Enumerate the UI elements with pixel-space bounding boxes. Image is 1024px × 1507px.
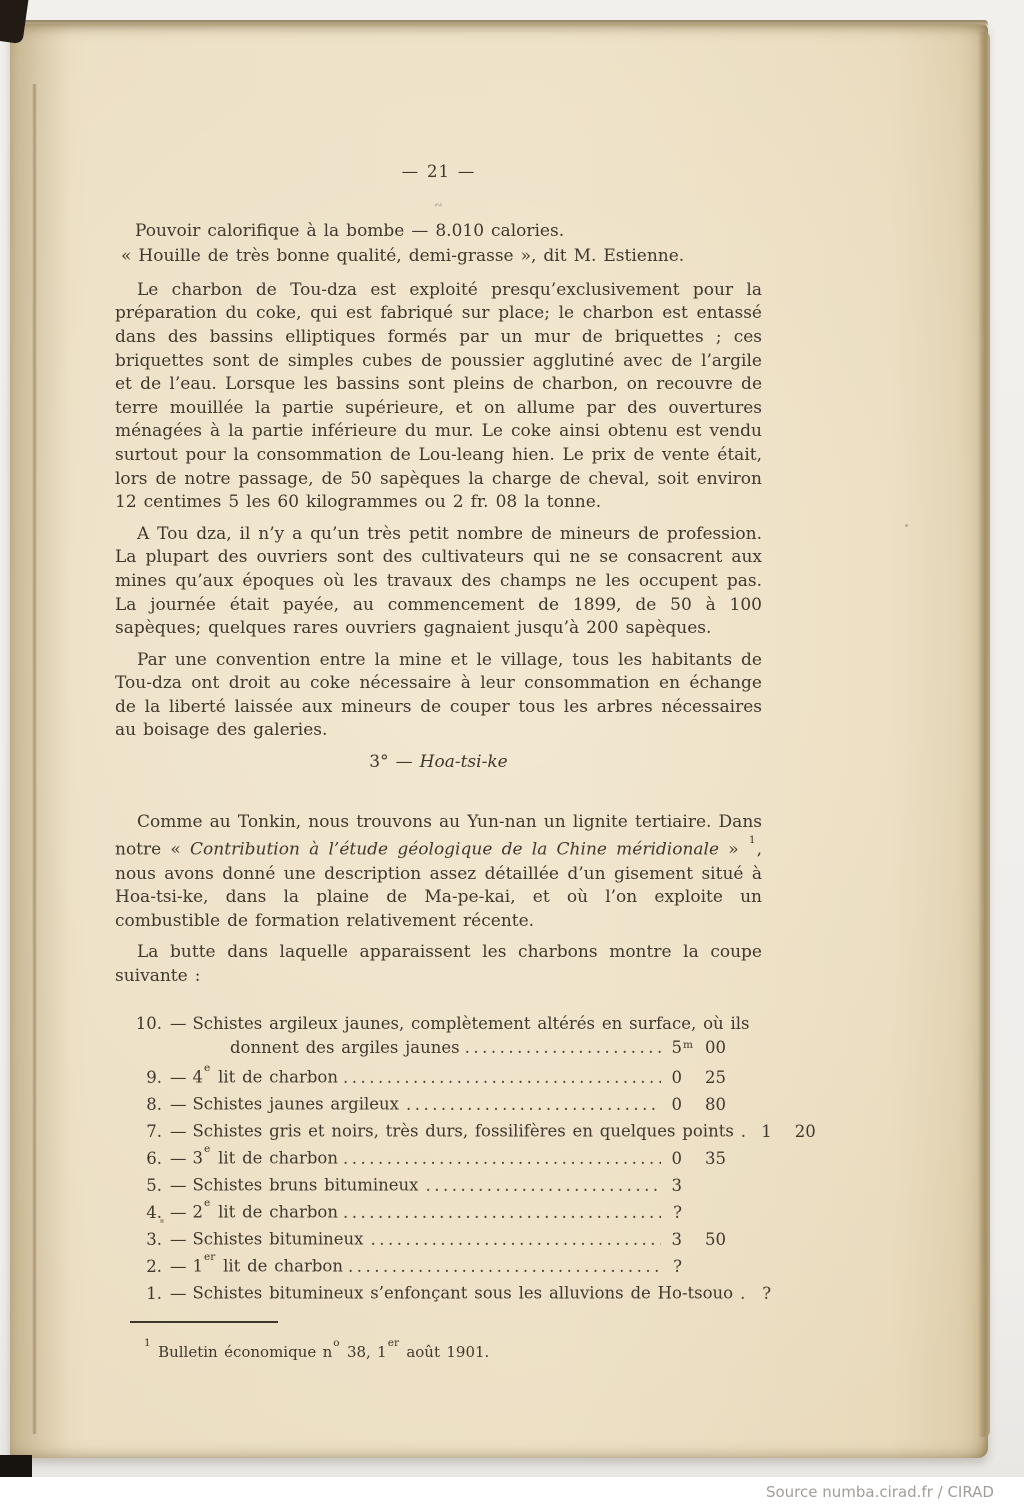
footnote-text: Bulletin économique n <box>158 1343 333 1362</box>
coupe-row <box>130 1251 726 1278</box>
footnote-superscript: er <box>387 1337 399 1350</box>
coupe-row <box>130 1116 816 1143</box>
layer-label: Schistes bitumineux s’enfonçant sous les alluvions de Ho-tsouo <box>192 1283 734 1303</box>
gutter-shadow <box>10 24 70 1458</box>
dot-leader <box>343 1147 661 1171</box>
section-heading <box>115 751 762 775</box>
coupe-row <box>130 1062 726 1089</box>
dot-leader <box>343 1201 661 1225</box>
paragraph-tonkin-text: » <box>719 839 748 860</box>
thickness-value: ? <box>762 1283 772 1303</box>
layer-number: 3. <box>146 1229 162 1249</box>
thickness-value: 1 20 <box>761 1121 816 1141</box>
dot-leader <box>343 1066 661 1090</box>
coupe-row <box>130 1197 726 1224</box>
layer-number: 5. <box>146 1175 162 1195</box>
layer-label: donnent des argiles jaunes <box>230 1037 460 1057</box>
paragraph-convention: Par une convention entre la mine et le village, tous les habitants de Tou-dza ont droit au coke nécessaire à leur consommation en échange de la liberté laissée aux mineurs de couper tous les arbres nécessaires au boisage des galeries. <box>115 649 762 741</box>
thickness-value: 5 $^m$ 00 <box>666 1036 726 1063</box>
layer-label: 3e lit de charbon <box>192 1143 338 1168</box>
paragraph-calorific: Pouvoir calorifique à la bombe — 8.010 calories. <box>135 220 565 241</box>
dot-leader <box>348 1255 661 1279</box>
gutter-crease <box>32 84 37 1434</box>
paragraph-tonkin <box>115 811 762 934</box>
layer-number: 8. <box>146 1094 162 1114</box>
footnote-text: août 1901. <box>399 1343 490 1362</box>
dash: — <box>170 1175 187 1195</box>
paragraph-tonkin-text: Comme au Tonkin, nous trouvons au Yun-nan un lignite tertiaire. Dans notre « <box>115 811 762 860</box>
dot-leader <box>406 1093 661 1117</box>
footnote-text: 38, 1 <box>340 1343 387 1362</box>
dash: — <box>170 1014 187 1034</box>
layer-number: 10. <box>135 1014 162 1034</box>
unit-superscript: m <box>683 1038 693 1051</box>
section-number: 3° <box>369 752 389 773</box>
thickness-value: 0 80 <box>671 1094 726 1114</box>
paragraph-coke: Le charbon de Tou-dza est exploité presqu’exclusivement pour la préparation du coke, qui est fabriqué sur place; le charbon est entassé dans des bassins elliptiques formés par un mur de briquettes ; ces briquettes sont de simples cubes de poussier agglutiné avec de l’argile et de l’eau. Lorsque les bassins sont pleins de charbon, on recouvre de terre mouillée la partie supérieure, et on allume par des ouvertures ménagées à la partie inférieure du mur. Le coke ainsi obtenu est vendu surtout pour la consommation de Lou-leang hien. Le prix de vente était, lors de notre passage, de 50 sapèques la charge de cheval, soit environ 12 centimes 5 les 60 kilogrammes ou 2 fr. 08 la tonne. <box>115 279 762 513</box>
dot-leader <box>740 1282 750 1306</box>
coupe-row <box>130 1278 772 1305</box>
dot-leader <box>741 1120 751 1144</box>
footnote-marker: 1 <box>144 1337 151 1350</box>
layer-label: Schistes gris et noirs, très durs, fossilifères en quelques points <box>192 1121 734 1141</box>
dot-leader <box>370 1228 661 1252</box>
layer-label: 4e lit de charbon <box>192 1062 338 1087</box>
footnote <box>143 1337 762 1365</box>
paragraph-miners: A Tou dza, il n’y a qu’un très petit nombre de mineurs de profession. La plupart des ouvriers sont des cultivateurs qui ne se consacrent aux mines qu’aux époques où les travaux des champs ne les occupent pas. La journée était payée, au commencement de 1899, de 50 à 100 sapèques; quelques rares ouvriers gagnaient jusqu’à 200 sapèques. <box>115 523 762 639</box>
layer-number: 7. <box>146 1121 162 1141</box>
layer-label: 2e lit de charbon <box>192 1197 338 1222</box>
coupe-row-continuation <box>130 1036 726 1063</box>
thickness-value: 3 50 <box>671 1229 726 1249</box>
dash: — <box>170 1202 187 1222</box>
layer-label: 1er lit de charbon <box>192 1251 343 1276</box>
thickness-value: ? <box>673 1202 682 1222</box>
source-bar <box>0 1477 1024 1507</box>
thickness-value: ? <box>673 1256 682 1276</box>
footnote-reference: 1 <box>748 834 756 847</box>
dot-leader <box>465 1036 661 1060</box>
dash: — <box>170 1229 187 1249</box>
layer-number: 2. <box>146 1256 162 1276</box>
layer-label: Schistes jaunes argileux <box>192 1094 399 1114</box>
thickness-value: 0 25 <box>671 1067 726 1087</box>
paragraph-coupe-intro: La butte dans laquelle apparaissent les charbons montre la coupe suivante : <box>115 942 762 986</box>
paragraph-tonkin-text: , nous avons donné une description assez détaillée d’un gisement situé à Hoa-tsi-ke, dans la plaine de Ma-pe-kai, et où l’on exploite un combustible de formation relativement récente. <box>115 839 762 931</box>
thickness-value: 0 35 <box>671 1148 726 1168</box>
dash: — <box>170 1148 187 1168</box>
layer-number: 4. <box>146 1202 162 1222</box>
paragraph-quote: « Houille de très bonne qualité, demi-grasse », dit M. Estienne. <box>121 246 685 267</box>
thickness-value: 3 <box>671 1175 682 1195</box>
dot-leader <box>425 1174 661 1198</box>
layer-label: Schistes argileux jaunes, complètement altérés en surface, où ils <box>192 1014 750 1034</box>
page-right-edge <box>978 32 990 1437</box>
coupe-row <box>130 1224 726 1251</box>
coupe-row <box>130 1012 750 1036</box>
footnote-superscript: o <box>333 1337 340 1350</box>
dash: — <box>170 1256 187 1276</box>
layer-label: Schistes bruns bitumineux <box>192 1175 419 1195</box>
dash: — <box>170 1067 187 1087</box>
coupe-row <box>130 1089 726 1116</box>
dash: — <box>170 1121 187 1141</box>
paper-speck <box>905 524 908 527</box>
book-page <box>10 24 988 1458</box>
print-artifact: ∾ <box>434 199 443 211</box>
coupe-row <box>130 1170 726 1197</box>
page-number: — 21 — <box>401 162 476 181</box>
footnote-rule <box>130 1321 278 1323</box>
text-block <box>115 160 816 1365</box>
layer-number: 9. <box>146 1067 162 1087</box>
dash: — <box>170 1283 187 1303</box>
coupe-table <box>130 1012 816 1305</box>
section-dash: — <box>395 752 413 773</box>
section-title: Hoa-tsi-ke <box>419 752 508 773</box>
coupe-row <box>130 1143 726 1170</box>
layer-label: Schistes bitumineux <box>192 1229 364 1249</box>
source-attribution: Source numba.cirad.fr / CIRAD <box>765 1483 994 1501</box>
page-top-edge <box>10 20 988 27</box>
dash: — <box>170 1094 187 1114</box>
layer-number: 1. <box>146 1283 162 1303</box>
italic-book-title: Contribution à l’étude géologique de la Chine méridionale <box>190 839 720 860</box>
layer-number: 6. <box>146 1148 162 1168</box>
